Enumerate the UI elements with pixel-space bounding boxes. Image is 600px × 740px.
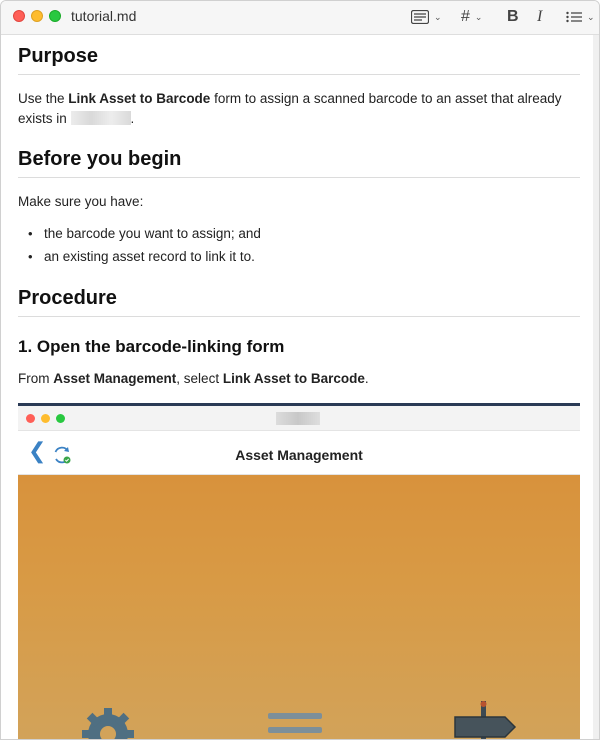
before-you-begin-heading: Before you begin [18, 148, 580, 178]
text-run: From [18, 371, 54, 386]
menu-icon-bar [268, 713, 322, 719]
list-icon [566, 11, 582, 23]
screenshot-nav-title: Asset Management [235, 447, 363, 463]
text-run: form to assign a scanned barcode to an asset that already exists in [18, 91, 562, 126]
paragraph-format-button[interactable] [411, 6, 442, 28]
screenshot-minimize-dot [41, 414, 50, 423]
vertical-scrollbar[interactable] [593, 35, 599, 740]
screenshot-zoom-dot [56, 414, 65, 423]
list-item: • the barcode you want to assign; and [44, 224, 261, 244]
step-1-heading: 1. Open the barcode-linking form [18, 337, 285, 356]
purpose-paragraph [18, 89, 573, 129]
text-run: . [364, 371, 369, 386]
menu-icon-bar [268, 727, 322, 733]
back-chevron-icon: ❮ [28, 438, 47, 463]
heading-label: # [461, 8, 470, 25]
embedded-screenshot [18, 403, 580, 740]
prerequisite-list [44, 224, 261, 270]
zoom-window-button[interactable] [49, 10, 61, 22]
purpose-heading: Purpose [18, 45, 580, 75]
bold-form-name: Link Asset to Barcode [68, 91, 211, 106]
screenshot-close-dot [26, 414, 35, 423]
bold-button[interactable] [507, 6, 519, 28]
close-window-button[interactable] [13, 10, 25, 22]
text-run: Use the [18, 91, 69, 106]
list-button[interactable] [566, 6, 595, 28]
italic-label: I [537, 8, 543, 25]
italic-button[interactable] [537, 6, 542, 28]
chevron-down-icon: ⌄ [587, 11, 595, 22]
text-run: . [130, 111, 135, 126]
title-bar [1, 1, 599, 35]
minimize-window-button[interactable] [31, 10, 43, 22]
before-you-begin-paragraph: Make sure you have: [18, 194, 144, 209]
bold-label: B [507, 8, 519, 25]
menu-icon [268, 713, 322, 740]
redacted-title [276, 412, 320, 425]
text-run: , select [176, 371, 223, 386]
chevron-down-icon: ⌄ [474, 11, 483, 22]
bold-menu-name: Asset Management [53, 371, 177, 386]
window-title: tutorial.md [71, 8, 137, 24]
heading-button[interactable] [461, 6, 482, 28]
procedure-heading: Procedure [18, 287, 580, 317]
step-1-paragraph [18, 369, 369, 389]
screenshot-nav-bar [18, 431, 580, 475]
screenshot-app-body [18, 475, 580, 740]
chevron-down-icon: ⌄ [434, 11, 442, 22]
bold-form-name: Link Asset to Barcode [222, 371, 365, 386]
paragraph-format-icon [411, 10, 429, 24]
list-item: • an existing asset record to link it to. [44, 247, 261, 267]
signpost-icon [451, 701, 517, 740]
redacted-text [71, 111, 131, 125]
screenshot-title-bar [18, 406, 580, 431]
gear-icon [78, 704, 138, 740]
